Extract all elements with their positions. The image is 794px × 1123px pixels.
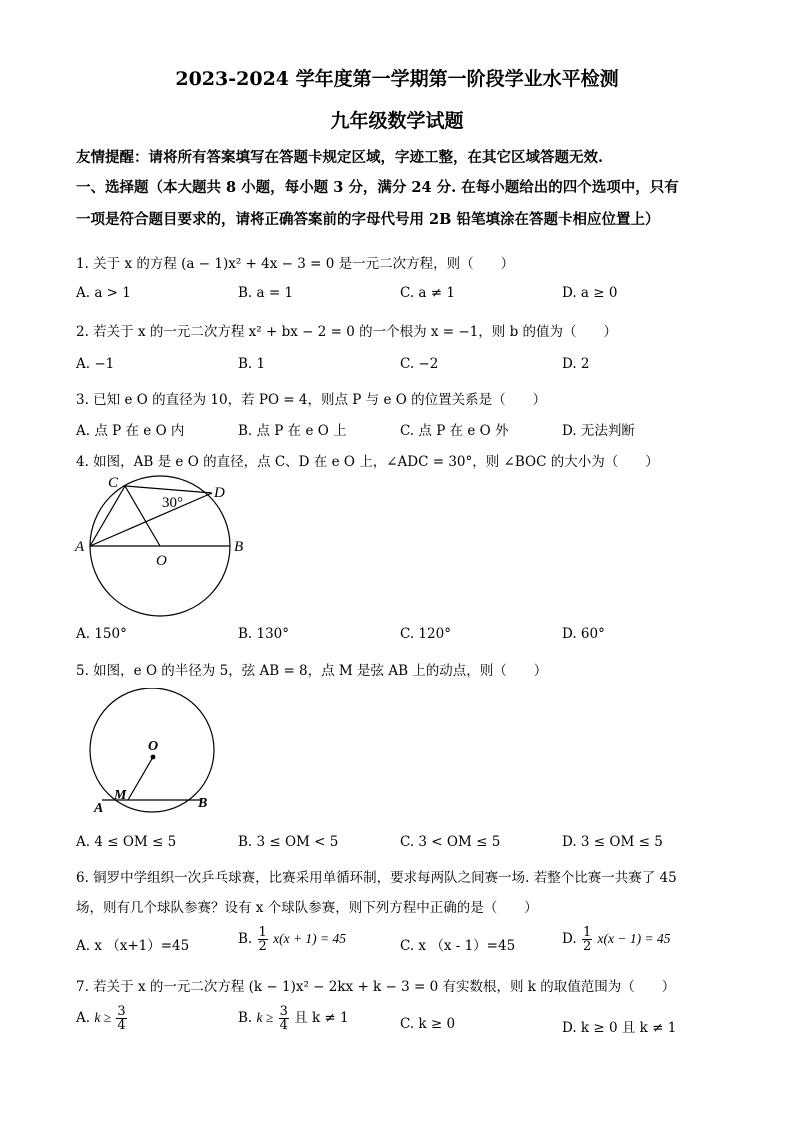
q2-option-c: C. −2 xyxy=(400,356,439,372)
question-5-stem: 5. 如图，e O 的半径为 5，弦 AB = 8，点 M 是弦 AB 上的动点，则（ ） xyxy=(76,663,548,679)
q5-label-m: M xyxy=(114,788,127,803)
q5-option-a: A. 4 ≤ OM ≤ 5 xyxy=(76,834,177,850)
q1-option-a: A. a > 1 xyxy=(76,285,131,301)
exam-subtitle: 九年级数学试题 xyxy=(330,110,464,132)
q5-label-o: O xyxy=(148,739,159,754)
q5-label-a: A xyxy=(94,801,104,816)
q5-center-dot xyxy=(151,755,156,760)
section-heading-line2: 一项是符合题目要求的，请将正确答案前的字母代号用 2B 铅笔填涂在答题卡相应位置上） xyxy=(76,211,660,228)
q7-b-frac-num: 3 xyxy=(279,1004,288,1019)
q4-option-d: D. 60° xyxy=(562,626,605,642)
q4-angle-label: 30° xyxy=(162,495,183,511)
q5-option-c: C. 3 < OM ≤ 5 xyxy=(400,834,501,850)
q3-option-b: B. 点 P 在 e O 上 xyxy=(238,423,347,439)
q6-b-frac-den: 2 xyxy=(258,939,267,954)
q6-option-d-expr: x(x − 1) = 45 xyxy=(597,931,671,946)
q7-option-b-expr: k ≥ xyxy=(256,1010,274,1025)
q6-b-frac-num: 1 xyxy=(258,925,267,940)
q6-option-b-fraction xyxy=(258,926,268,953)
q5-label-b: B xyxy=(198,796,208,811)
section-heading-line1: 一、选择题（本大题共 8 小题，每小题 3 分，满分 24 分. 在每小题给出的四个选项中，只有 xyxy=(76,179,679,196)
question-6-stem-line2: 场，则有几个球队参赛？设有 x 个球队参赛，则下列方程中正确的是（ ） xyxy=(76,900,538,916)
q6-option-d-fraction xyxy=(582,926,592,953)
q4-label-c: C xyxy=(108,475,119,491)
q4-label-d: D xyxy=(214,485,225,501)
q7-a-frac-den: 4 xyxy=(117,1018,126,1033)
q4-option-a: A. 150° xyxy=(76,626,127,642)
q4-label-a: A xyxy=(75,539,85,555)
q7-option-b-fraction xyxy=(279,1005,289,1032)
q4-segment-co xyxy=(125,486,160,546)
q6-option-d-label: D. xyxy=(562,931,577,947)
q4-label-o: O xyxy=(156,553,167,569)
question-6-stem-line1: 6. 铜罗中学组织一次乒乓球赛，比赛采用单循环制，要求每两队之间赛一场. 若整个比赛一共赛了 45 xyxy=(76,870,677,886)
q5-option-d: D. 3 ≤ OM ≤ 5 xyxy=(562,834,663,850)
q6-option-d xyxy=(562,926,670,953)
q7-option-b xyxy=(238,1005,349,1032)
q4-option-c: C. 120° xyxy=(400,626,451,642)
q1-option-d: D. a ≥ 0 xyxy=(562,285,618,301)
q6-option-b-label: B. xyxy=(238,931,253,947)
q1-option-c: C. a ≠ 1 xyxy=(400,285,455,301)
question-2-stem: 2. 若关于 x 的一元二次方程 x² + bx − 2 = 0 的一个根为 x = −1，则 b 的值为（ ） xyxy=(76,324,618,340)
q3-option-c: C. 点 P 在 e O 外 xyxy=(400,423,509,439)
q6-option-b-expr: x(x + 1) = 45 xyxy=(273,931,347,946)
q7-option-a-label: A. xyxy=(76,1010,91,1026)
q3-option-a: A. 点 P 在 e O 内 xyxy=(76,423,185,439)
q5-option-b: B. 3 ≤ OM < 5 xyxy=(238,834,339,850)
q7-option-c: C. k ≥ 0 xyxy=(400,1016,456,1032)
q6-d-frac-den: 2 xyxy=(582,939,592,954)
q2-option-b: B. 1 xyxy=(238,356,266,372)
exam-title: 2023-2024 学年度第一学期第一阶段学业水平检测 xyxy=(175,68,619,90)
q7-option-a-expr: k ≥ xyxy=(94,1010,112,1025)
q7-option-b-suffix: 且 k ≠ 1 xyxy=(294,1010,349,1026)
q7-option-b-label: B. xyxy=(238,1010,253,1026)
q7-a-frac-num: 3 xyxy=(117,1004,126,1019)
q5-segment-om xyxy=(128,757,153,800)
q4-chord-cd xyxy=(125,486,212,493)
q4-chord-ad xyxy=(90,493,212,546)
q7-b-frac-den: 4 xyxy=(279,1018,288,1033)
q4-label-b: B xyxy=(234,539,244,555)
question-3-stem: 3. 已知 e O 的直径为 10，若 PO = 4，则点 P 与 e O 的位置关系是（ ） xyxy=(76,392,547,408)
q2-option-a: A. −1 xyxy=(76,356,115,372)
q4-option-b: B. 130° xyxy=(238,626,290,642)
q1-option-b: B. a = 1 xyxy=(238,285,294,301)
q7-option-a xyxy=(76,1005,128,1032)
q4-circle-figure xyxy=(72,472,262,622)
question-7-stem: 7. 若关于 x 的一元二次方程 (k − 1)x² − 2kx + k − 3 = 0 有实数根，则 k 的取值范围为（ ） xyxy=(76,979,676,995)
q6-option-a: A. x （x+1）=45 xyxy=(76,938,190,954)
question-1-stem: 1. 关于 x 的方程 (a − 1)x² + 4x − 3 = 0 是一元二次方程，则（ ） xyxy=(76,256,515,272)
q7-option-a-fraction xyxy=(116,1005,126,1032)
q4-chord-ac xyxy=(90,486,125,546)
q6-d-frac-num: 1 xyxy=(582,925,592,940)
q7-option-d: D. k ≥ 0 且 k ≠ 1 xyxy=(562,1020,677,1036)
q2-option-d: D. 2 xyxy=(562,356,590,372)
q5-circle-figure xyxy=(80,688,230,818)
q6-option-b xyxy=(238,926,346,953)
q6-option-c: C. x （x - 1）=45 xyxy=(400,938,516,954)
friendly-tip: 友情提醒：请将所有答案填写在答题卡规定区域，字迹工整，在其它区域答题无效. xyxy=(76,149,604,166)
question-4-stem: 4. 如图，AB 是 e O 的直径，点 C、D 在 e O 上，∠ADC = 30°，则 ∠BOC 的大小为（ ） xyxy=(76,454,659,470)
q3-option-d: D. 无法判断 xyxy=(562,423,635,439)
